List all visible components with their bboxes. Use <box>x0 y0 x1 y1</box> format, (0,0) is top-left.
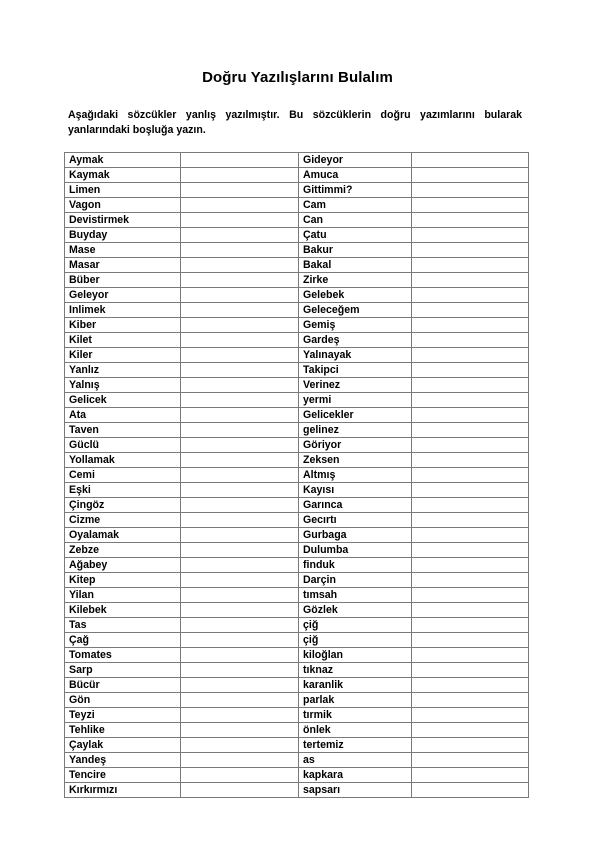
word-row <box>65 588 529 603</box>
answer-blank-right[interactable] <box>412 363 529 378</box>
misspelled-word-left: Tas <box>65 618 181 633</box>
misspelled-word-left: Yandeş <box>65 753 181 768</box>
misspelled-word-right: Altmış <box>299 468 412 483</box>
answer-blank-right[interactable] <box>412 198 529 213</box>
misspelled-word-left: Teyzi <box>65 708 181 723</box>
misspelled-word-right: yermi <box>299 393 412 408</box>
answer-blank-left[interactable] <box>181 378 299 393</box>
answer-blank-right[interactable] <box>412 618 529 633</box>
misspelled-word-left: Tehlike <box>65 723 181 738</box>
answer-blank-left[interactable] <box>181 723 299 738</box>
word-row <box>65 363 529 378</box>
misspelled-word-left: Yalnış <box>65 378 181 393</box>
misspelled-word-right: karanlik <box>299 678 412 693</box>
answer-blank-left[interactable] <box>181 708 299 723</box>
word-row <box>65 738 529 753</box>
answer-blank-left[interactable] <box>181 738 299 753</box>
word-row <box>65 678 529 693</box>
answer-blank-left[interactable] <box>181 528 299 543</box>
answer-blank-right[interactable] <box>412 333 529 348</box>
misspelled-word-right: Gardeş <box>299 333 412 348</box>
answer-blank-right[interactable] <box>412 693 529 708</box>
misspelled-word-right: Göriyor <box>299 438 412 453</box>
misspelled-word-right: Gecırtı <box>299 513 412 528</box>
misspelled-word-left: Aymak <box>65 153 181 168</box>
word-row <box>65 468 529 483</box>
answer-blank-left[interactable] <box>181 603 299 618</box>
misspelled-word-right: Takipci <box>299 363 412 378</box>
misspelled-word-left: Cemi <box>65 468 181 483</box>
misspelled-word-left: Büber <box>65 273 181 288</box>
misspelled-word-right: sapsarı <box>299 783 412 798</box>
misspelled-word-right: tıknaz <box>299 663 412 678</box>
misspelled-word-left: Yilan <box>65 588 181 603</box>
misspelled-word-right: Yalınayak <box>299 348 412 363</box>
misspelled-word-left: Tencire <box>65 768 181 783</box>
misspelled-word-left: Ata <box>65 408 181 423</box>
answer-blank-left[interactable] <box>181 573 299 588</box>
answer-blank-right[interactable] <box>412 213 529 228</box>
misspelled-word-right: çiğ <box>299 618 412 633</box>
answer-blank-right[interactable] <box>412 513 529 528</box>
word-row <box>65 348 529 363</box>
answer-blank-right[interactable] <box>412 753 529 768</box>
misspelled-word-right: Cam <box>299 198 412 213</box>
answer-blank-left[interactable] <box>181 348 299 363</box>
misspelled-word-left: Kilebek <box>65 603 181 618</box>
word-row <box>65 543 529 558</box>
answer-blank-right[interactable] <box>412 558 529 573</box>
misspelled-word-left: Kitep <box>65 573 181 588</box>
word-row <box>65 258 529 273</box>
word-row <box>65 183 529 198</box>
misspelled-word-left: Taven <box>65 423 181 438</box>
word-row <box>65 198 529 213</box>
word-row <box>65 693 529 708</box>
misspelled-word-right: kapkara <box>299 768 412 783</box>
answer-blank-right[interactable] <box>412 228 529 243</box>
misspelled-word-right: Zeksen <box>299 453 412 468</box>
answer-blank-left[interactable] <box>181 633 299 648</box>
misspelled-word-left: Çaylak <box>65 738 181 753</box>
answer-blank-left[interactable] <box>181 228 299 243</box>
word-row <box>65 618 529 633</box>
misspelled-word-right: Gideyor <box>299 153 412 168</box>
misspelled-word-right: tımsah <box>299 588 412 603</box>
word-row <box>65 423 529 438</box>
misspelled-word-right: Can <box>299 213 412 228</box>
misspelled-word-left: Sarp <box>65 663 181 678</box>
answer-blank-right[interactable] <box>412 303 529 318</box>
answer-blank-right[interactable] <box>412 288 529 303</box>
misspelled-word-left: Ağabey <box>65 558 181 573</box>
misspelled-word-left: Çağ <box>65 633 181 648</box>
answer-blank-left[interactable] <box>181 783 299 798</box>
answer-blank-left[interactable] <box>181 483 299 498</box>
answer-blank-right[interactable] <box>412 783 529 798</box>
misspelled-word-right: Darçin <box>299 573 412 588</box>
answer-blank-left[interactable] <box>181 183 299 198</box>
misspelled-word-left: Zebze <box>65 543 181 558</box>
word-row <box>65 393 529 408</box>
answer-blank-right[interactable] <box>412 453 529 468</box>
misspelled-word-left: Yanlız <box>65 363 181 378</box>
answer-blank-right[interactable] <box>412 483 529 498</box>
answer-blank-left[interactable] <box>181 258 299 273</box>
answer-blank-right[interactable] <box>412 708 529 723</box>
misspelled-word-right: çiğ <box>299 633 412 648</box>
answer-blank-right[interactable] <box>412 588 529 603</box>
answer-blank-right[interactable] <box>412 663 529 678</box>
misspelled-word-right: Kayısı <box>299 483 412 498</box>
answer-blank-left[interactable] <box>181 543 299 558</box>
answer-blank-left[interactable] <box>181 453 299 468</box>
answer-blank-right[interactable] <box>412 183 529 198</box>
misspelled-word-left: Gelicek <box>65 393 181 408</box>
answer-blank-right[interactable] <box>412 573 529 588</box>
word-row <box>65 453 529 468</box>
answer-blank-left[interactable] <box>181 678 299 693</box>
misspelled-word-left: Buyday <box>65 228 181 243</box>
word-row <box>65 753 529 768</box>
answer-blank-right[interactable] <box>412 678 529 693</box>
misspelled-word-right: parlak <box>299 693 412 708</box>
answer-blank-left[interactable] <box>181 693 299 708</box>
misspelled-word-left: Limen <box>65 183 181 198</box>
misspelled-word-left: Masar <box>65 258 181 273</box>
answer-blank-right[interactable] <box>412 603 529 618</box>
words-table <box>64 152 529 798</box>
word-row <box>65 513 529 528</box>
misspelled-word-right: kiloğlan <box>299 648 412 663</box>
answer-blank-right[interactable] <box>412 348 529 363</box>
misspelled-word-right: Amuca <box>299 168 412 183</box>
word-row <box>65 498 529 513</box>
answer-blank-right[interactable] <box>412 273 529 288</box>
misspelled-word-right: Bakur <box>299 243 412 258</box>
misspelled-word-right: Geleceğem <box>299 303 412 318</box>
answer-blank-right[interactable] <box>412 633 529 648</box>
misspelled-word-left: Bücür <box>65 678 181 693</box>
misspelled-word-left: Kiber <box>65 318 181 333</box>
answer-blank-right[interactable] <box>412 153 529 168</box>
word-row <box>65 243 529 258</box>
misspelled-word-left: Çingöz <box>65 498 181 513</box>
answer-blank-right[interactable] <box>412 423 529 438</box>
word-row <box>65 168 529 183</box>
word-row <box>65 318 529 333</box>
answer-blank-left[interactable] <box>181 243 299 258</box>
answer-blank-right[interactable] <box>412 408 529 423</box>
answer-blank-left[interactable] <box>181 468 299 483</box>
answer-blank-left[interactable] <box>181 318 299 333</box>
misspelled-word-right: gelinez <box>299 423 412 438</box>
answer-blank-right[interactable] <box>412 648 529 663</box>
misspelled-word-left: Tomates <box>65 648 181 663</box>
misspelled-word-right: Gittimmi? <box>299 183 412 198</box>
answer-blank-right[interactable] <box>412 168 529 183</box>
misspelled-word-right: Gelicekler <box>299 408 412 423</box>
answer-blank-left[interactable] <box>181 588 299 603</box>
answer-blank-right[interactable] <box>412 318 529 333</box>
misspelled-word-left: Kiler <box>65 348 181 363</box>
misspelled-word-right: Gurbaga <box>299 528 412 543</box>
misspelled-word-left: Kilet <box>65 333 181 348</box>
instruction-text: Aşağıdaki sözcükler yanlış yazılmıştır. Bu sözcüklerin doğru yazımlarını bularak yanlarındaki boşluğa yazın. <box>68 109 522 136</box>
word-row <box>65 528 529 543</box>
misspelled-word-right: Çatu <box>299 228 412 243</box>
misspelled-word-left: Eşki <box>65 483 181 498</box>
word-row <box>65 483 529 498</box>
answer-blank-right[interactable] <box>412 738 529 753</box>
misspelled-word-right: tırmik <box>299 708 412 723</box>
misspelled-word-left: Inlimek <box>65 303 181 318</box>
misspelled-word-left: Vagon <box>65 198 181 213</box>
misspelled-word-left: Kaymak <box>65 168 181 183</box>
word-row <box>65 558 529 573</box>
answer-blank-left[interactable] <box>181 408 299 423</box>
answer-blank-right[interactable] <box>412 258 529 273</box>
word-row <box>65 408 529 423</box>
misspelled-word-left: Güclü <box>65 438 181 453</box>
worksheet-title: Doğru Yazılışlarını Bulalım <box>202 69 393 86</box>
misspelled-word-left: Oyalamak <box>65 528 181 543</box>
answer-blank-right[interactable] <box>412 768 529 783</box>
answer-blank-left[interactable] <box>181 663 299 678</box>
answer-blank-left[interactable] <box>181 333 299 348</box>
word-row <box>65 273 529 288</box>
word-row <box>65 633 529 648</box>
answer-blank-left[interactable] <box>181 363 299 378</box>
word-row <box>65 333 529 348</box>
answer-blank-right[interactable] <box>412 498 529 513</box>
answer-blank-left[interactable] <box>181 198 299 213</box>
misspelled-word-right: Zirke <box>299 273 412 288</box>
word-row <box>65 288 529 303</box>
answer-blank-right[interactable] <box>412 468 529 483</box>
misspelled-word-right: Gelebek <box>299 288 412 303</box>
answer-blank-left[interactable] <box>181 753 299 768</box>
misspelled-word-right: önlek <box>299 723 412 738</box>
misspelled-word-left: Geleyor <box>65 288 181 303</box>
answer-blank-left[interactable] <box>181 423 299 438</box>
misspelled-word-left: Yollamak <box>65 453 181 468</box>
answer-blank-left[interactable] <box>181 273 299 288</box>
misspelled-word-right: Gözlek <box>299 603 412 618</box>
misspelled-word-left: Devistirmek <box>65 213 181 228</box>
misspelled-word-right: as <box>299 753 412 768</box>
answer-blank-left[interactable] <box>181 168 299 183</box>
misspelled-word-left: Gön <box>65 693 181 708</box>
answer-blank-left[interactable] <box>181 618 299 633</box>
word-row <box>65 783 529 798</box>
answer-blank-right[interactable] <box>412 378 529 393</box>
word-row <box>65 723 529 738</box>
misspelled-word-right: Bakal <box>299 258 412 273</box>
word-row <box>65 153 529 168</box>
word-row <box>65 228 529 243</box>
misspelled-word-right: finduk <box>299 558 412 573</box>
misspelled-word-right: Gemiş <box>299 318 412 333</box>
misspelled-word-right: tertemiz <box>299 738 412 753</box>
word-row <box>65 663 529 678</box>
answer-blank-left[interactable] <box>181 498 299 513</box>
word-row <box>65 603 529 618</box>
answer-blank-right[interactable] <box>412 438 529 453</box>
answer-blank-left[interactable] <box>181 303 299 318</box>
misspelled-word-right: Garınca <box>299 498 412 513</box>
word-row <box>65 573 529 588</box>
answer-blank-right[interactable] <box>412 543 529 558</box>
misspelled-word-right: Dulumba <box>299 543 412 558</box>
answer-blank-right[interactable] <box>412 723 529 738</box>
word-row <box>65 768 529 783</box>
answer-blank-left[interactable] <box>181 393 299 408</box>
word-row <box>65 438 529 453</box>
misspelled-word-left: Cizme <box>65 513 181 528</box>
misspelled-word-right: Verinez <box>299 378 412 393</box>
word-row <box>65 213 529 228</box>
answer-blank-left[interactable] <box>181 513 299 528</box>
word-row <box>65 303 529 318</box>
misspelled-word-left: Kırkırmızı <box>65 783 181 798</box>
word-row <box>65 708 529 723</box>
answer-blank-left[interactable] <box>181 558 299 573</box>
answer-blank-left[interactable] <box>181 213 299 228</box>
answer-blank-right[interactable] <box>412 528 529 543</box>
answer-blank-left[interactable] <box>181 288 299 303</box>
answer-blank-left[interactable] <box>181 648 299 663</box>
answer-blank-right[interactable] <box>412 243 529 258</box>
answer-blank-left[interactable] <box>181 438 299 453</box>
misspelled-word-left: Mase <box>65 243 181 258</box>
word-row <box>65 648 529 663</box>
answer-blank-right[interactable] <box>412 393 529 408</box>
answer-blank-left[interactable] <box>181 153 299 168</box>
answer-blank-left[interactable] <box>181 768 299 783</box>
word-row <box>65 378 529 393</box>
